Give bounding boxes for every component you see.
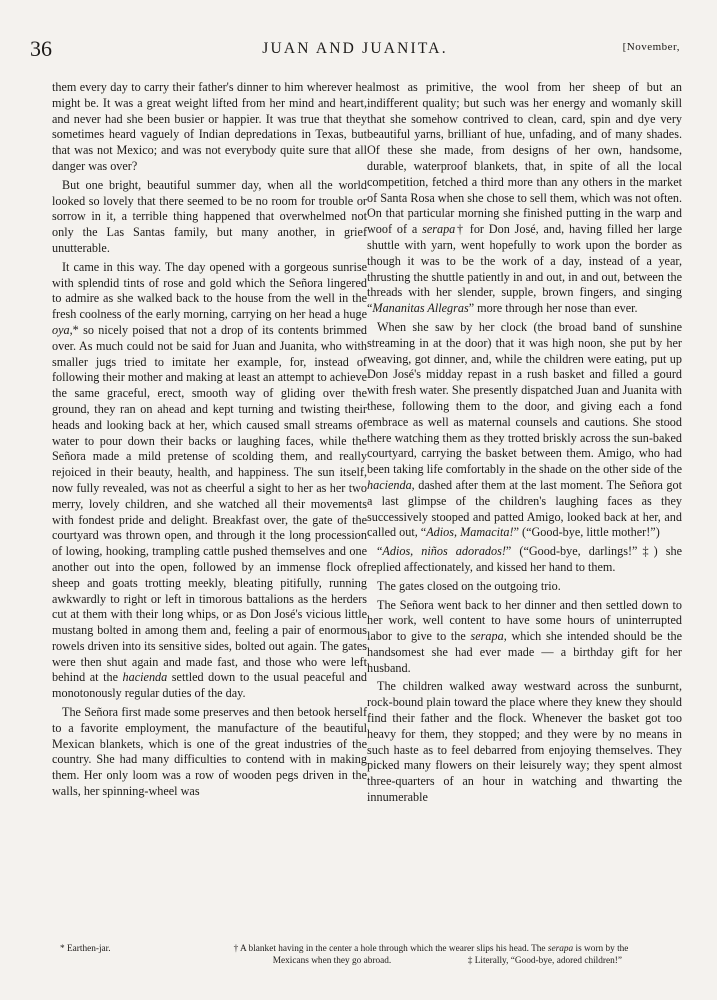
italic-term: serapa,	[470, 629, 507, 644]
paragraph: “Adios, niños adorados!” (“Good-bye, darlings!”‡) she replied affectionately, and kissed her hand to them.	[367, 544, 682, 574]
italic-term: serapa	[422, 222, 456, 237]
paragraph: The gates closed on the outgoing trio.	[377, 578, 561, 593]
italic-term: Adios, Mamacita!	[426, 525, 514, 540]
footnote-continuation: Mexicans when they go abroad.	[272, 956, 392, 966]
italic-term: hacienda,	[367, 477, 415, 492]
italic-term: Mananitas Allegras	[372, 301, 469, 316]
paragraph: The children walked away westward across the sunburnt, rock-bound plain toward the place where they knew they should find their father and the flock. Whenever the basket got too heavy for them, they stopped; and they were by no means in such haste as to feel debarred from enjoying themselves. They picked many flowers on their leisurely way; they spent almost three-quarters of an hour in watching and thwarting the innumerable	[367, 679, 682, 805]
italic-term: hacienda	[122, 670, 168, 685]
left-column	[52, 80, 367, 800]
paragraph: The Señora first made some preserves and then betook herself to a favorite employment, the manufacture of the beautiful Mexican blankets, which is one of the great industries of the country. She had many difficulties to contend with in making them. Her only loom was a row of wooden pegs driven in the walls, her spinning-wheel was	[52, 705, 367, 799]
paragraph: The Señora went back to her dinner and then settled down to her work, well content to have some hours of uninterrupted labor to give to the serapa, which she intended should be the handsomest she had ever made — a birthday gift for her husband.	[367, 597, 682, 675]
footnote: * Earthen-jar.	[60, 944, 111, 954]
paragraph: When she saw by her clock (the broad band of sunshine streaming in at the door) that it was high noon, she put by her weaving, got dinner, and, while the children were eating, put up Don José's midday repast in a rush basket and filled a gourd with fresh water. She presently dispatched Juan and Juanita with these, following them to the door, and giving each a fond embrace as well as maternal counsels and cautions. She stood there watching them as they trotted briskly across the sun-baked courtyard, carrying the basket between them. Amigo, who had been taking life comfortably in the shade on the other side of the hacienda, dashed after them at the last moment. The Señora got a last glimpse of the children's laughing faces as they successively stooped and patted Amigo, looked back at her, and called out, “Adios, Mamacita!” (“Good-bye, little mother!”)	[367, 319, 682, 540]
footnotes	[52, 943, 682, 967]
page-number: 36	[30, 36, 52, 61]
footnote: † A blanket having in the center a hole through which the wearer slips his head. The serapa is worn by the	[233, 944, 629, 954]
italic-term: Adios, niños adorados!	[382, 544, 506, 559]
running-month: [November,	[622, 41, 680, 53]
page-header	[30, 36, 680, 62]
italic-term: oya,	[52, 322, 73, 337]
right-column	[367, 80, 682, 806]
paragraph: But one bright, beautiful summer day, when all the world looked so lovely that there seemed to be no room for trouble or sorrow in it, a terrible thing happened that overwhelmed not only the Las Santas family, but many another, in grief unutterable.	[52, 177, 367, 255]
paragraph: them every day to carry their father's dinner to him wherever he might be. It was a great weight lifted from her mind and heart, and never had she been busier or happier. It was true that they sometimes heard vaguely of Indian depredations in Texas, but that was not Mexico; and was not everybody quite sure that all danger was over?	[52, 80, 367, 173]
footnote: ‡ Literally, “Good-bye, adored children!”	[467, 956, 622, 966]
paragraph: It came in this way. The day opened with a gorgeous sunrise with splendid tints of rose and gold which the Señora lingered to admire as she walked back to the house from the well in the fresh coolness of the early morning, carrying on her head a huge oya,* so nicely poised that not a drop of its contents brimmed over. As much could not be said for Juan and Juanita, who with smaller jugs tried to imitate her example, for, instead of following their mother and making at least an attempt to achieve the same graceful, erect, smooth way of gliding over the ground, they ran on ahead and kept turning and twisting their heads and looking back at her, which caused small streams of water to pour down their backs or laughing faces, while the Señora made a mild pretense of scolding them, and really rejoiced in their beauty, health, and happiness. The sun itself, now fully revealed, was not as cheerful a sight to her as her two merry, lovely children, and she watched all their movements with fondest pride and delight. Breakfast over, the gate of the courtyard was thrown open, and through it the long procession of lowing, hooking, trampling cattle pushed themselves and one another out into the open, followed by an immense flock of sheep and goats trotting meekly, bleating pitifully, running awkwardly to right or left in timorous battalions as the herders cut at them with their long whips, or as Don José's vicious little mustang bolted in among them and, feeling a pair of enormous rowels driven into its sensitive sides, bolted out again. The gates were then shut again and made fast, and those who were left behind at the hacienda settled down to the usual peaceful and monotonously regular duties of the day.	[52, 259, 368, 701]
paragraph: almost as primitive, the wool from her sheep of but an indifferent quality; but such was her energy and womanly skill that she somehow contrived to clean, card, spin and dye very beautiful yarns, brilliant of hue, unfading, and of many shades. Of these she made, from designs of her own, handsome, durable, waterproof blankets, that, in spite of all the local competition, fetched a third more than any others in the market of Santa Rosa when she chose to sell them, which was not often. On that particular morning she finished putting in the warp and woof of a serapa† for Don José, and, having filled her large shuttle with yarn, went hopefully to work upon the border as though it was to be the work of a day, instead of a year, thrusting the shuttle patiently in and out, in and out, between the threads with her slender, supple, brown fingers, and singing “Mananitas Allegras” more through her nose than ever.	[367, 80, 683, 316]
running-title: JUAN AND JUANITA.	[262, 40, 448, 57]
